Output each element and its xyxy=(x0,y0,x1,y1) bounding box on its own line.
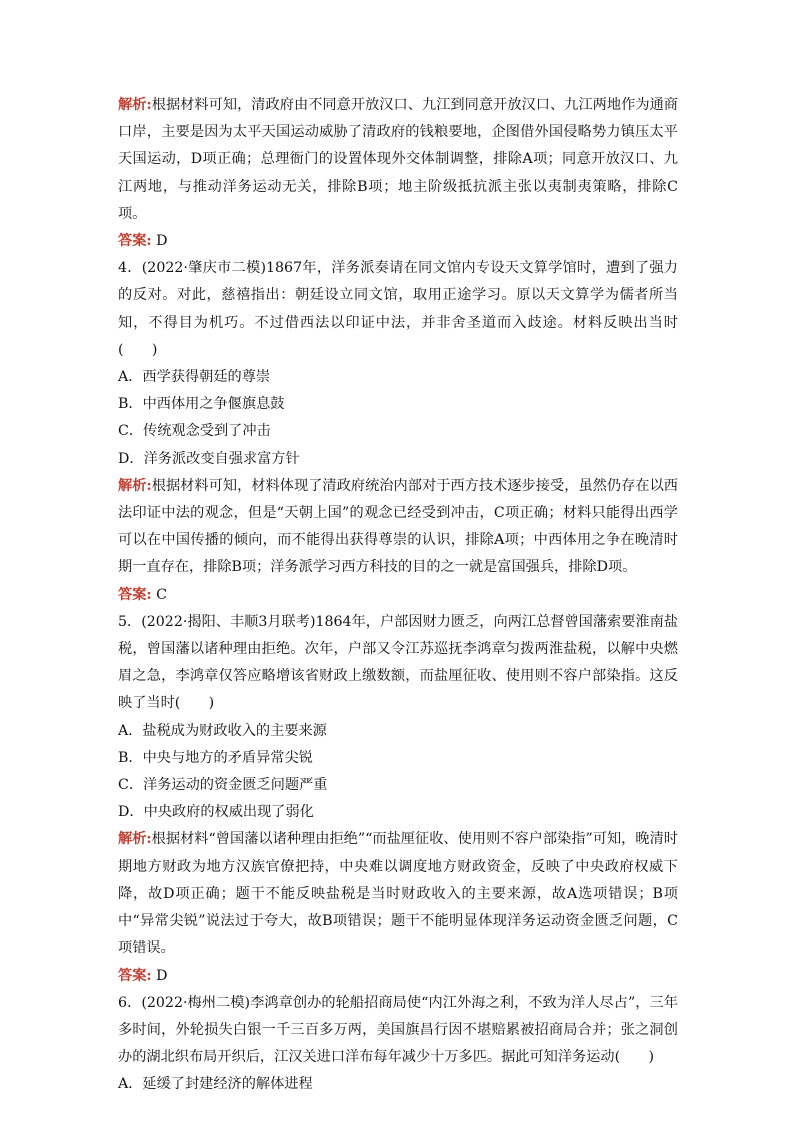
answer-value: D xyxy=(151,967,168,984)
answer-line-q3 xyxy=(118,228,678,255)
question-stem-4: 4．(2022·肇庆市二模)1867年，洋务派奏请在同文馆内专设天文算学馆时，遭到了强力的反对。对此，慈禧指出：朝廷设立同文馆，取用正途学习。原以天文算学为儒者所当知，不得目为机巧。不过借西法以印证中法，并非舍圣道而入歧途。材料反映出当时( ) xyxy=(118,260,678,358)
option-d: D．中央政府的权威出现了弱化 xyxy=(118,804,314,821)
answer-line-q4 xyxy=(118,582,678,609)
analysis-label: 解析: xyxy=(118,477,152,494)
analysis-paragraph-q5 xyxy=(118,826,678,962)
question-stem-5: 5．(2022·揭阳、丰顺3月联考)1864年，户部因财力匮乏，向两江总督曾国藩索要淮南盐税，曾国藩以诸种理由拒绝。次年，户部又令江苏巡抚李鸿章匀拨两淮盐税，以解中央燃眉之急，李鸿章仅答应略增该省财政上缴数额，而盐厘征收、使用则不容户部染指。这反映了当时( ) xyxy=(118,613,678,712)
analysis-text: 根据材料可知，材料体现了清政府统治内部对于西方技术逐步接受，虽然仍存在以西法印证中法的观念，但是“天朝上国”的观念已经受到冲击，C项正确；材料只能得出西学可以在中国传播的倾向，而不能得出获得尊崇的认识，排除A项；中西体用之争在晚清时期一直存在，排除B项；洋务派学习西方科技的目的之一就是富国强兵，排除D项。 xyxy=(118,477,678,576)
question-stem-6: 6．(2022·梅州二模)李鸿章创办的轮船招商局使“内江外海之利，不致为洋人尽占”，三年多时间，外轮损失白银一千三百多万两，美国旗昌行因不堪赔累被招商局合并；张之洞创办的湖北织布局开织后，江汉关进口洋布每年减少十万多匹。据此可知洋务运动( ) xyxy=(118,994,678,1066)
option-b: B．中西体用之争偃旗息鼓 xyxy=(118,396,285,413)
analysis-paragraph-q3 xyxy=(118,92,678,228)
answer-label: 答案: xyxy=(118,586,152,603)
answer-value: D xyxy=(151,233,168,250)
option-a: A．延缓了封建经济的解体进程 xyxy=(118,1076,313,1093)
analysis-text: 根据材料可知，清政府由不同意开放汉口、九江到同意开放汉口、九江两地作为通商口岸，主要是因为太平天国运动威胁了清政府的钱粮要地，企图借外国侵略势力镇压太平天国运动，D项正确；总理衙门的设置体现外交体制调整，排除A项；同意开放汉口、九江两地，与推动洋务运动无关，排除B项；地主阶级抵抗派主张以夷制夷策略，排除C项。 xyxy=(118,97,678,222)
analysis-label: 解析: xyxy=(118,97,152,113)
option-a: A．盐税成为财政收入的主要来源 xyxy=(118,722,327,739)
answer-label: 答案: xyxy=(118,967,152,984)
analysis-label: 解析: xyxy=(118,831,152,848)
document-page xyxy=(118,92,678,1099)
option-a: A．西学获得朝廷的尊崇 xyxy=(118,369,271,386)
analysis-paragraph-q4 xyxy=(118,473,678,582)
answer-label: 答案: xyxy=(118,233,152,250)
option-c: C．洋务运动的资金匮乏问题严重 xyxy=(118,777,328,794)
option-c: C．传统观念受到了冲击 xyxy=(118,423,271,440)
answer-line-q5 xyxy=(118,963,678,990)
option-d: D．洋务派改变自强求富方针 xyxy=(118,450,300,467)
answer-value: C xyxy=(151,586,167,603)
option-b: B．中央与地方的矛盾异常尖锐 xyxy=(118,749,313,766)
analysis-text: 根据材料“曾国藩以诸种理由拒绝”“而盐厘征收、使用则不容户部染指”可知，晚清时期地方财政为地方汉族官僚把持，中央难以调度地方财政资金，反映了中央政府权威下降，故D项正确；题干不能反映盐税是当时财政收入的主要来源，故A选项错误；B项中“异常尖锐”说法过于夸大，故B项错误；题干不能明显体现洋务运动资金匮乏问题，C项错误。 xyxy=(118,831,678,957)
